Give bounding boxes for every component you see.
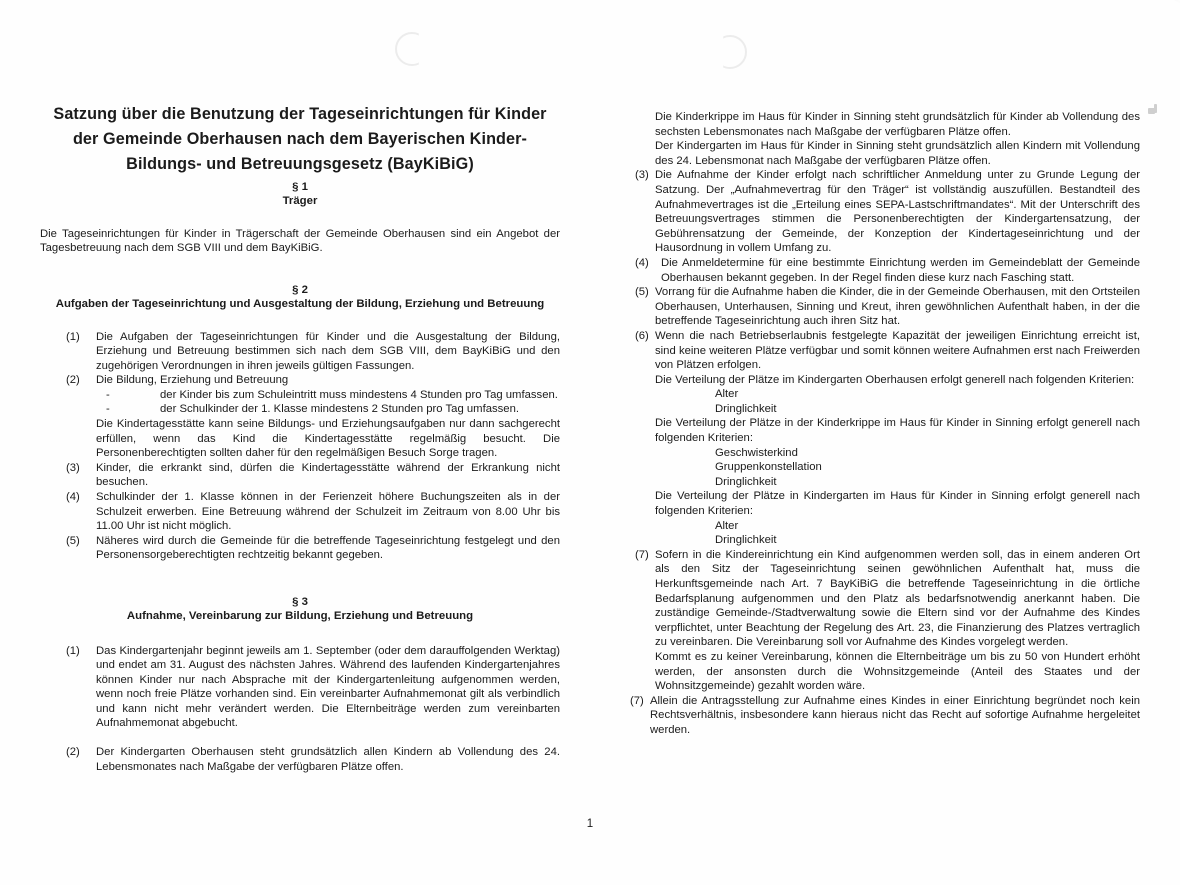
allocation-lead-kinderkrippe-sinning: Die Verteilung der Plätze in der Kinderkrippe im Haus für Kinder in Sinning erfolgt generell nach folgenden Kriterien: [655, 417, 1140, 445]
criteria-list-kinderkrippe-sinning [655, 446, 1140, 490]
list-item [620, 329, 1140, 548]
list-item-text: Wenn die nach Betriebserlaubnis festgelegte Kapazität der jeweiligen Einrichtung erreicht ist, sind keine weiteren Plätze verfügbar und somit können weitere Aufnahmen erst nach Freiwerden von Plätzen erfolgen. [655, 329, 1140, 372]
section-3-title: Aufnahme, Vereinbarung zur Bildung, Erziehung und Betreuung [126, 610, 474, 622]
criteria-list-kindergarten-sinning [655, 519, 1140, 548]
list-item-text: Der Kindergarten Oberhausen steht grundsätzlich allen Kindern ab Vollendung des 24. Lebensmonates nach Maßgabe der verfügbaren Plätze offen. [96, 746, 560, 773]
list-item [40, 745, 560, 774]
list-item-marker: (4) [66, 491, 80, 504]
punch-hole-arc-left-icon [395, 32, 429, 66]
list-item [40, 490, 560, 534]
dash-sublist [96, 388, 560, 417]
list-item-marker: (2) [66, 374, 80, 387]
list-item [40, 373, 560, 461]
list-item [620, 256, 1140, 285]
punch-hole-arc-right-icon [713, 35, 747, 69]
section-3-list-left [40, 644, 560, 775]
dash-list-item-text: der Schulkinder der 1. Klasse mindestens 2 Stunden pro Tag umfassen. [160, 403, 519, 416]
criteria-item: Geschwisterkind [715, 446, 798, 459]
list-item [40, 330, 560, 374]
list-item-marker: (6) [635, 329, 649, 342]
list-item-text: Kinder, die erkrankt sind, dürfen die Kindertagesstätte während der Erkrankung nicht besuchen. [96, 461, 560, 489]
criteria-item: Gruppenkonstellation [715, 461, 822, 474]
list-item [40, 644, 560, 732]
list-item-text: Die Aufnahme der Kinder erfolgt nach schriftlicher Anmeldung unter zu Grunde Legung der Satzung. Der „Aufnahmevertrag für den Träger“ ist vollständig auszufüllen. Bestandteil des Aufnahmevertrages ist die „Erteilung eines SEPA-Lastschriftmandates“. Mit der Unterschrift des Betreuungsvertrages stimmen die Personenberechtigten der Kindergartensatzung, der Gebührensatzung der Gemeinde, der Konzeption der Kindertageseinrichtung und der Hausordnung in vollem Umfang zu. [655, 169, 1140, 255]
dash-list-item [96, 402, 560, 417]
list-item-marker: (1) [66, 330, 80, 343]
scan-speck-artifact [1154, 104, 1157, 113]
list-item-marker: (3) [66, 461, 80, 474]
list-item-marker: (2) [66, 746, 80, 759]
criteria-list-kindergarten-oberhausen [655, 387, 1140, 416]
section-1-body: Die Tageseinrichtungen für Kinder in Trägerschaft der Gemeinde Oberhausen sind ein Angebot der Tagesbetreuung nach dem SGB VIII und dem BayKiBiG. [40, 227, 560, 255]
list-item-marker: (4) [635, 256, 649, 269]
kindergarten-sinning-paragraph: Der Kindergarten im Haus für Kinder in Sinning steht grundsätzlich allen Kindern mit Vollendung des 24. Lebensmonat nach Maßgabe der verfügbaren Plätze offen. [655, 140, 1140, 167]
criteria-item: Alter [715, 388, 739, 401]
section-2-title: Aufgaben der Tageseinrichtung und Ausgestaltung der Bildung, Erziehung und Betreuung [55, 298, 545, 310]
dash-list-item-text: der Kinder bis zum Schuleintritt muss mindestens 4 Stunden pro Tag umfassen. [160, 388, 558, 401]
criteria-item: Dringlichkeit [715, 475, 777, 488]
dash-list-item [96, 388, 560, 403]
dash-bullet-icon: - [106, 403, 110, 416]
list-item-marker: (7) [630, 694, 644, 707]
page-number: 1 [586, 818, 594, 830]
list-item-text: Schulkinder der 1. Klasse können in der Ferienzeit höhere Buchungszeiten als in der Schulzeit erwerben. Eine Betreuung während der Schulzeit im Zeitraum von 8.00 Uhr bis 11.00 Uhr ist nicht möglich. [96, 491, 560, 533]
list-item-continuation: Die Kindertagesstätte kann seine Bildungs- und Erziehungsaufgaben nur dann sachgerecht erfüllen, wenn das Kind die Kindertagesstätte regelmäßig besucht. Die Personenberechtigten sollten daher für den regelmäßigen Besuch Sorge tragen. [96, 418, 560, 460]
list-item-marker: (5) [66, 534, 80, 547]
allocation-lead-kindergarten-oberhausen: Die Verteilung der Plätze im Kindergarten Oberhausen erfolgt generell nach folgenden Kriterien: [655, 373, 1135, 386]
criteria-item: Alter [715, 519, 739, 532]
list-item [620, 168, 1140, 256]
allocation-lead-kindergarten-sinning: Die Verteilung der Plätze in Kindergarten im Haus für Kinder in Sinning erfolgt generell nach folgenden Kriterien: [655, 490, 1140, 518]
list-item-text: Die Anmeldetermine für eine bestimmte Einrichtung werden im Gemeindeblatt der Gemeinde Oberhausen bekannt gegeben. In der Regel finden diese kurz nach Fasching statt. [661, 256, 1140, 284]
list-item-marker: (3) [635, 169, 649, 182]
scan-streak-artifact [1079, 0, 1180, 6]
document-title: Satzung über die Benutzung der Tageseinrichtungen für Kinder der Gemeinde Oberhausen nach dem Bayerischen Kinder- Bildungs- und Betreuungsgesetz (BayKiBiG) [53, 105, 547, 173]
list-item-marker: (5) [635, 286, 649, 299]
list-item-text: Sofern in die Kindereinrichtung ein Kind aufgenommen werden soll, das in einem anderen Ort als den Sitz der Tageseinrichtung seinen gewöhnlichen Aufenthalt hat, muss die Herkunftsgemeinde nach Art. 7 BayKiBiG die betreffende Tageseinrichtung in die örtliche Bedarfsplanung aufgenommen und den Platz als bedarfsnotwendig anerkannt haben. Die zuständige Gemeinde-/Stadtverwaltung sowie die Eltern sind vor der Aufnahme des Kindes verpflichtet, unter Beachtung der Regelung des Art. 23, die Finanzierung des Platzes vertraglich zu vereinbaren. Die Vereinbarung soll vor Aufnahme des Kindes vorgelegt werden. [655, 548, 1140, 649]
criteria-item: Dringlichkeit [715, 534, 777, 547]
section-3-list-right [620, 168, 1140, 737]
section-3-number: § 3 [292, 596, 308, 608]
list-item-marker: (1) [66, 644, 80, 657]
list-item-text: Vorrang für die Aufnahme haben die Kinder, die in der Gemeinde Oberhausen, mit den Ortsteilen Oberhausen, Unterhausen, Sinning und Kreut, ihren gewöhnlichen Aufenthalt haben, in der die betreffende Tageseinrichtung auch ihren Sitz hat. [655, 286, 1140, 328]
section-1-number: § 1 [292, 181, 308, 193]
list-item [620, 694, 1140, 738]
list-item-text: Die Aufgaben der Tageseinrichtungen für Kinder und die Ausgestaltung der Bildung, Erziehung und Betreuung bestimmen sich nach dem SGB VIII, dem BayKiBiG und den zugehörigen Verordnungen in ihren jeweils gültigen Fassungen. [96, 330, 560, 372]
section-2-list [40, 330, 560, 564]
list-item [40, 534, 560, 563]
list-item-text: Das Kindergartenjahr beginnt jeweils am 1. September (oder dem darauffolgenden Werktag) und endet am 31. August des nächsten Jahres. Während des laufenden Kindergartenjahres können Kinder nur nach Absprache mit der Kindergartenleitung aufgenommen werden, wenn noch freie Plätze vorhanden sind. Ein vereinbarter Aufnahmemonat gilt als verbindlich und kann nicht mehr verändert werden. Die Elternbeiträge werden zum vereinbarten Aufnahmemonat abgebucht. [96, 644, 560, 730]
list-item [40, 461, 560, 490]
dash-bullet-icon: - [106, 388, 110, 401]
list-item-text: Näheres wird durch die Gemeinde für die betreffende Tageseinrichtung festgelegt und den Personensorgeberechtigten rechtzeitig bekannt gegeben. [96, 534, 560, 562]
section-1-title: Träger [282, 195, 318, 207]
list-item-marker: (7) [635, 548, 649, 561]
section-2-number: § 2 [292, 284, 308, 296]
list-item [620, 285, 1140, 329]
list-item-text: Allein die Antragsstellung zur Aufnahme eines Kindes in einer Einrichtung begründet noch kein Rechtsverhältnis, insbesondere kann hieraus nicht das Recht auf sofortige Aufnahme hergeleitet werden. [650, 694, 1140, 736]
section-1 [40, 180, 560, 256]
list-item [620, 548, 1140, 694]
section-3-continued [620, 110, 1140, 738]
criteria-item: Dringlichkeit [715, 402, 777, 415]
list-item-continuation: Kommt es zu keiner Vereinbarung, können die Elternbeiträge um bis zu 50 von Hundert erhöht werden, der ansonsten durch die Wohnsitzgemeinde (Anteil des Staates und der Wohnsitzgemeinde) gezahlt worden wäre. [655, 650, 1140, 693]
list-item-text: Die Bildung, Erziehung und Betreuung [96, 374, 289, 387]
section-3 [40, 595, 560, 774]
section-2 [40, 283, 560, 563]
kinderkrippe-sinning-paragraph: Die Kinderkrippe im Haus für Kinder in Sinning steht grundsätzlich für Kinder ab Vollendung des sechsten Lebensmonates nach Maßgabe der verfügbaren Plätze offen. [655, 111, 1140, 138]
